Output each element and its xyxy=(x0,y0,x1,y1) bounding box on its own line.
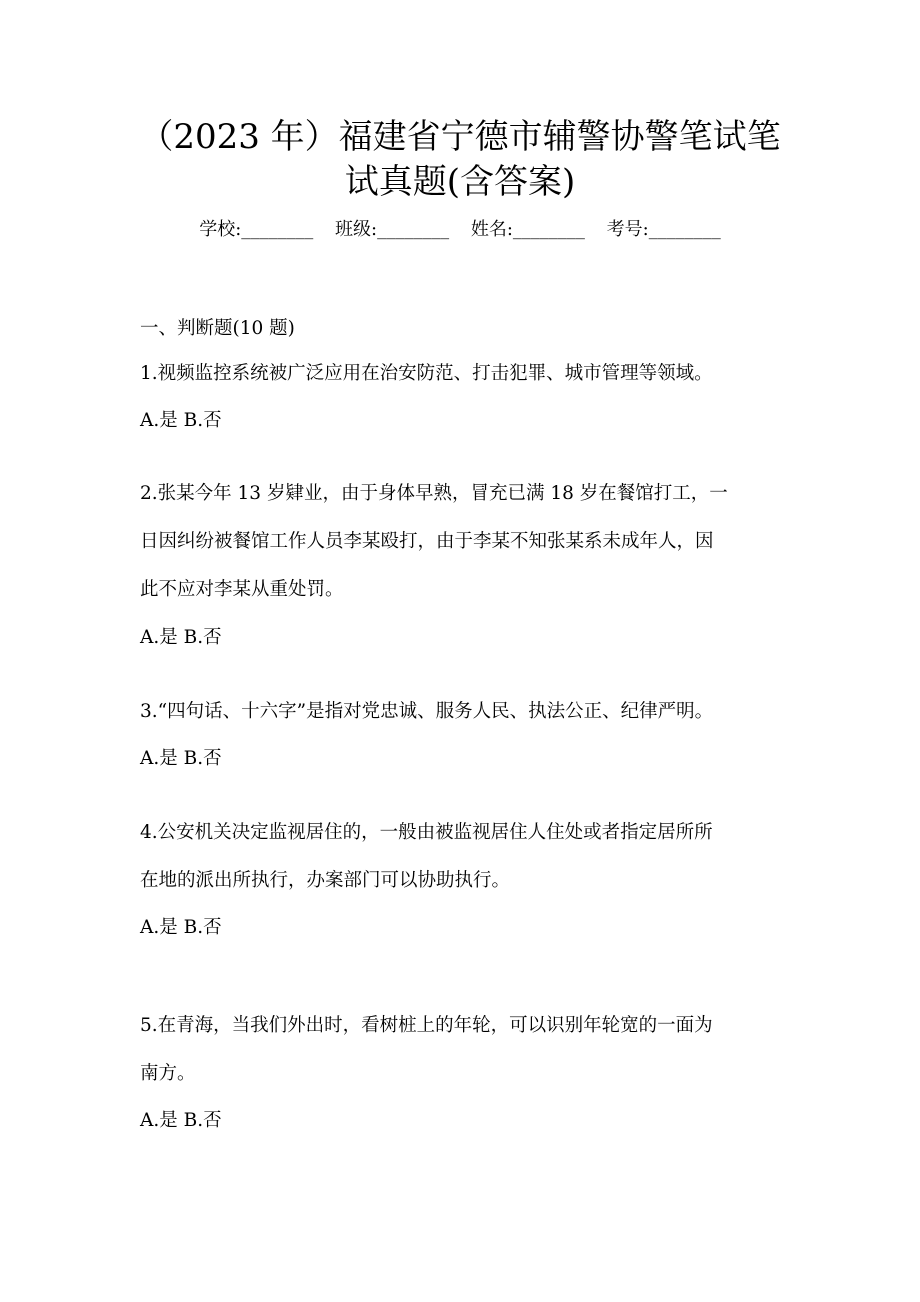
question-4-options: A.是 B.否 xyxy=(140,917,222,938)
question-1-text: 1.视频监控系统被广泛应用在治安防范、打击犯罪、城市管理等领域。 xyxy=(140,363,713,384)
question-3-text: 3.“四句话、十六字”是指对党忠诚、服务人民、执法公正、纪律严明。 xyxy=(140,701,714,722)
school-field: 学校:________ xyxy=(199,219,314,240)
class-field: 班级:________ xyxy=(335,219,450,240)
question-2-options: A.是 B.否 xyxy=(140,627,222,648)
question-1-options: A.是 B.否 xyxy=(140,410,222,431)
question-4-text: 在地的派出所执行，办案部门可以协助执行。 xyxy=(140,870,511,891)
section-heading: 一、判断题(10 题) xyxy=(140,318,295,339)
question-3-options: A.是 B.否 xyxy=(140,748,222,769)
question-2-text: 此不应对李某从重处罚。 xyxy=(140,579,344,600)
document-title-line-1: （2023 年）福建省宁德市辅警协警笔试笔 xyxy=(139,117,781,157)
question-5-text: 南方。 xyxy=(140,1063,196,1084)
exam-number-field: 考号:________ xyxy=(606,219,721,240)
name-field: 姓名:________ xyxy=(470,219,585,240)
question-4-text: 4.公安机关决定监视居住的，一般由被监视居住人住处或者指定居所所 xyxy=(140,822,713,843)
question-2-text: 日因纠纷被餐馆工作人员李某殴打，由于李某不知张某系未成年人，因 xyxy=(140,531,714,552)
question-2-text: 2.张某今年 13 岁肄业，由于身体早熟，冒充已满 18 岁在餐馆打工，一 xyxy=(140,483,728,504)
question-5-options: A.是 B.否 xyxy=(140,1110,222,1131)
document-title-line-2: 试真题(含答案) xyxy=(344,162,576,202)
student-info-row xyxy=(0,216,920,244)
question-5-text: 5.在青海，当我们外出时，看树桩上的年轮，可以识别年轮宽的一面为 xyxy=(140,1015,713,1036)
